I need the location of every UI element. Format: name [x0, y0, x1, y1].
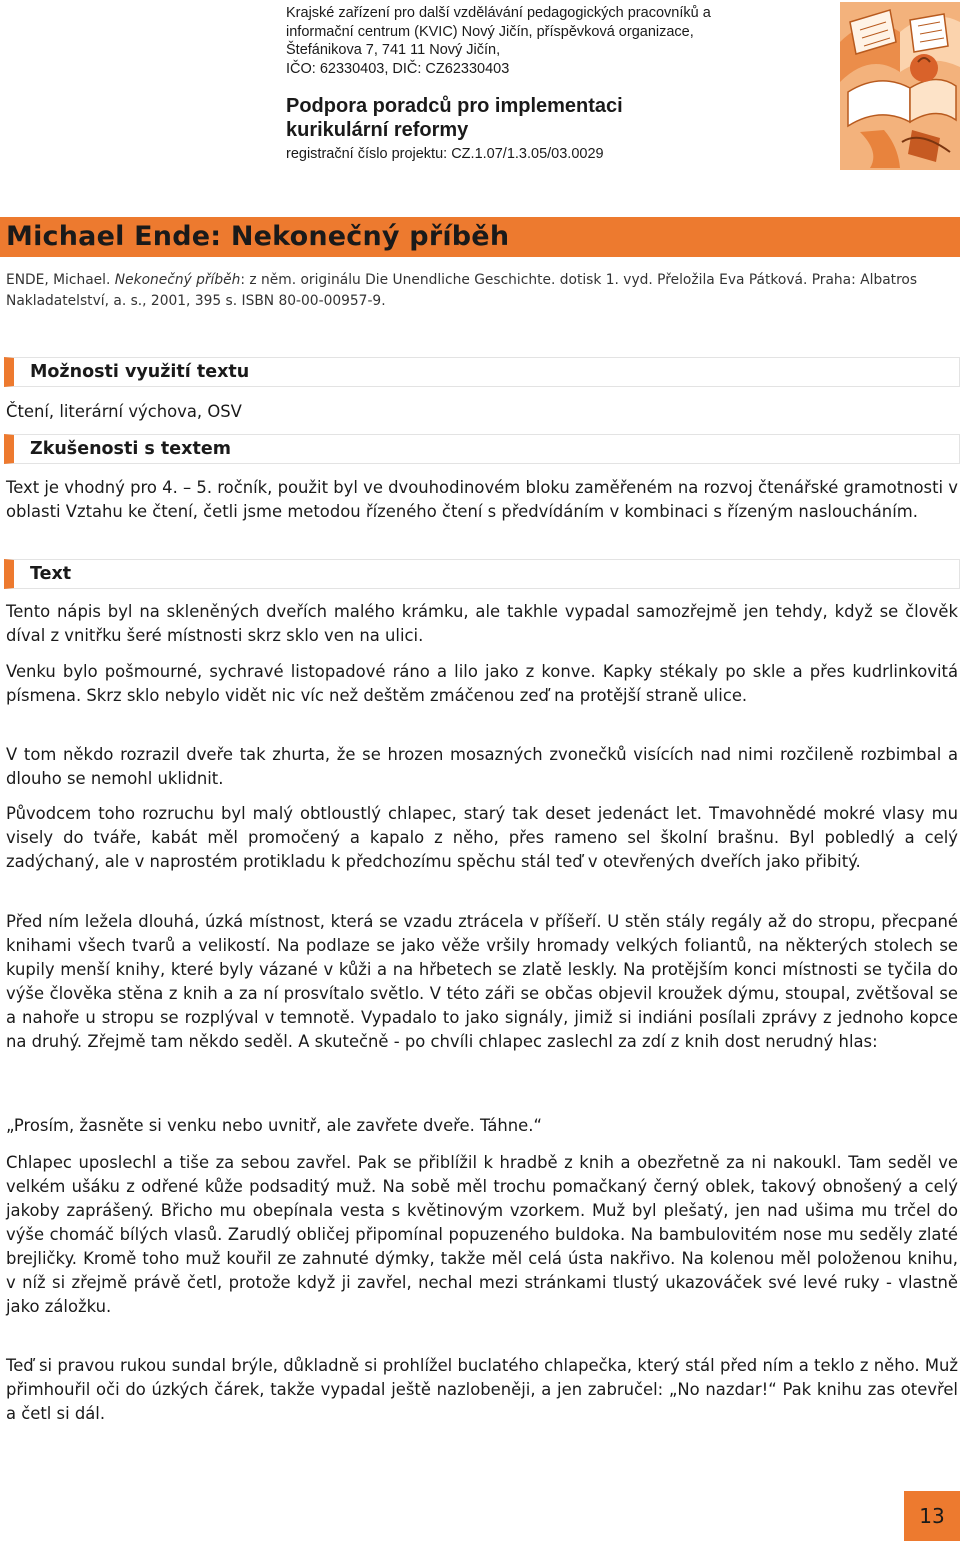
citation-details: : z něm. originálu Die Unendliche Geschichte. dotisk 1. vyd. Přeložila Eva Pátková. Praha: Albatros Nakladatelství, a. s., 2001, 395 s. ISBN 80-00-00957-9.: [6, 272, 918, 309]
paragraph: Chlapec uposlechl a tiše za sebou zavřel. Pak se přiblížil k hradbě z knih a obezřetně za ni nakoukl. Tam seděl ve velkém ušáku z odřené kůže podsaditý muž. Na sobě měl trochu pomačkaný černý oblek, takový obnošený a celý jakoby zaprášený. Břicho mu obepínala vesta s květinovým vzorkem. Muž byl plešatý, jen nad ušima mu trčel do výše chomáč bílých vlasů. Zarudlý obličej připomínal popuzeného buldoka. Na bambulovitém nose mu seděly zlaté brejličky. Kromě toho muž kouřil ze zahnuté dýmky, takže měl celá ústa nakřivo. Na kolenou měl položenou knihu, v níž si zřejmě právě četl, protože když ji zavřel, nechal mezi stránkami tlustý ukazováček své levé ruky - vlastně jako záložku.: [6, 1153, 958, 1316]
org-line: IČO: 62330403, DIČ: CZ62330403: [286, 60, 510, 77]
paragraph: Původcem toho rozruchu byl malý obtloustlý chlapec, starý tak deset jedenáct let. Tmavohnědé mokré vlasy mu visely do tváře, kabát měl promočený a kapalo z něho, přes rameno sel školní brašnu. Byl pobledlý a celý zadýchaný, ale v naprostém protikladu k předchozímu spěchu stál teď v otevřených dveřích jako přibitý.: [6, 804, 958, 871]
page-title: Michael Ende: Nekonečný příběh: [6, 221, 510, 252]
story-paragraph-5: [6, 910, 958, 1054]
organization-address: [286, 4, 806, 78]
paragraph: Čtení, literární výchova, OSV: [6, 402, 242, 421]
section-heading-moznosti: [4, 357, 960, 387]
section-heading-label: Zkušenosti s textem: [30, 439, 231, 459]
page-number: 13: [919, 1504, 945, 1528]
project-title-line: Podpora poradců pro implementaci: [286, 95, 623, 117]
story-paragraph-3: [6, 743, 958, 791]
books-illustration-icon: [840, 2, 960, 170]
story-paragraph-6: [6, 1114, 958, 1138]
paragraph: „Prosím, žasněte si venku nebo uvnitř, ale zavřete dveře. Táhne.“: [6, 1116, 542, 1135]
paragraph: Tento nápis byl na skleněných dveřích malého krámku, ale takhle vypadal samozřejmě jen tehdy, když se člověk díval z vnitřku šeré místnosti skrz sklo ven na ulici.: [6, 602, 958, 645]
section-heading-label: Možnosti využití textu: [30, 362, 250, 382]
bibliographic-citation: [6, 270, 956, 312]
paragraph: V tom někdo rozrazil dveře tak zhurta, že se hrozen mosazných zvonečků visících nad nimi rozčileně rozbimbal a dlouho se nemohl uklidnit.: [6, 745, 958, 788]
section-heading-label: Text: [30, 564, 72, 584]
section-heading-text: [4, 559, 960, 589]
citation-book-title: Nekonečný příběh: [114, 272, 241, 288]
citation-author: ENDE, Michael.: [6, 272, 115, 288]
org-line: Krajské zařízení pro další vzdělávání pedagogických pracovníků a: [286, 5, 711, 21]
story-paragraph-7: [6, 1151, 958, 1319]
section-body-moznosti: [6, 400, 958, 424]
org-line: Štefánikova 7, 741 11 Nový Jičín,: [286, 42, 501, 58]
story-paragraph-8: [6, 1354, 958, 1426]
title-bar: [0, 217, 960, 257]
paragraph: Venku bylo pošmourné, sychravé listopadové ráno a lilo jako z konve. Kapky stékaly po skle a přes kudrlinkovitá písmena. Skrz sklo nebylo vidět nic víc než deštěm zmáčenou zeď na protější straně ulice.: [6, 662, 958, 705]
project-title-line: kurikulární reformy: [286, 119, 469, 141]
story-paragraph-2: [6, 660, 958, 708]
paragraph: Text je vhodný pro 4. – 5. ročník, použit byl ve dvouhodinovém bloku zaměřeném na rozvoj čtenářské gramotnosti v oblasti Vztahu ke čtení, četli jsme metodou řízeného čtení s předvídáním v kombinaci s řízeným nasloucháním.: [6, 478, 958, 521]
section-body-zkusenosti: [6, 476, 958, 524]
story-paragraph-1: [6, 600, 958, 648]
org-line: informační centrum (KVIC) Nový Jičín, příspěvková organizace,: [286, 23, 694, 40]
section-heading-zkusenosti: [4, 434, 960, 464]
page-number-badge: [904, 1491, 960, 1541]
project-title: [286, 94, 826, 142]
registration-number: registrační číslo projektu: CZ.1.07/1.3.05/03.0029: [286, 146, 604, 162]
paragraph: Před ním ležela dlouhá, úzká místnost, která se vzadu ztrácela v příšeří. U stěn stály regály až do stropu, přecpané knihami všech tvarů a velikostí. Na podlaze se jako věže vršily hromady velkých foliantů, na některých stolech se kupily menší knihy, které byly vázané v kůži a na hřbetech se zlatě leskly. Na protějším konci místnosti se tyčila do výše člověka stěna z knih a za ní prosvítalo světlo. V této záři se občas objevil kroužek dýmu, stoupal, zvětšoval se a nahoře u stropu se rozplýval v temnotě. Vypadalo to jako signály, jimiž si indiáni posílali zprávy z jednoho kopce na druhý. Zřejmě tam někdo seděl. A skutečně - po chvíli chlapec zaslechl za zdí z knih dost nerudný hlas:: [6, 912, 958, 1051]
paragraph: Teď si pravou rukou sundal brýle, důkladně si prohlížel buclatého chlapečka, který stál před ním a teklo z něho. Muž přimhouřil oči do úzkých čárek, takže vypadal ještě nazlobeněji, a jen zabručel: „No nazdar!“ Pak knihu zas otevřel a četl si dál.: [6, 1356, 958, 1423]
story-paragraph-4: [6, 802, 958, 874]
